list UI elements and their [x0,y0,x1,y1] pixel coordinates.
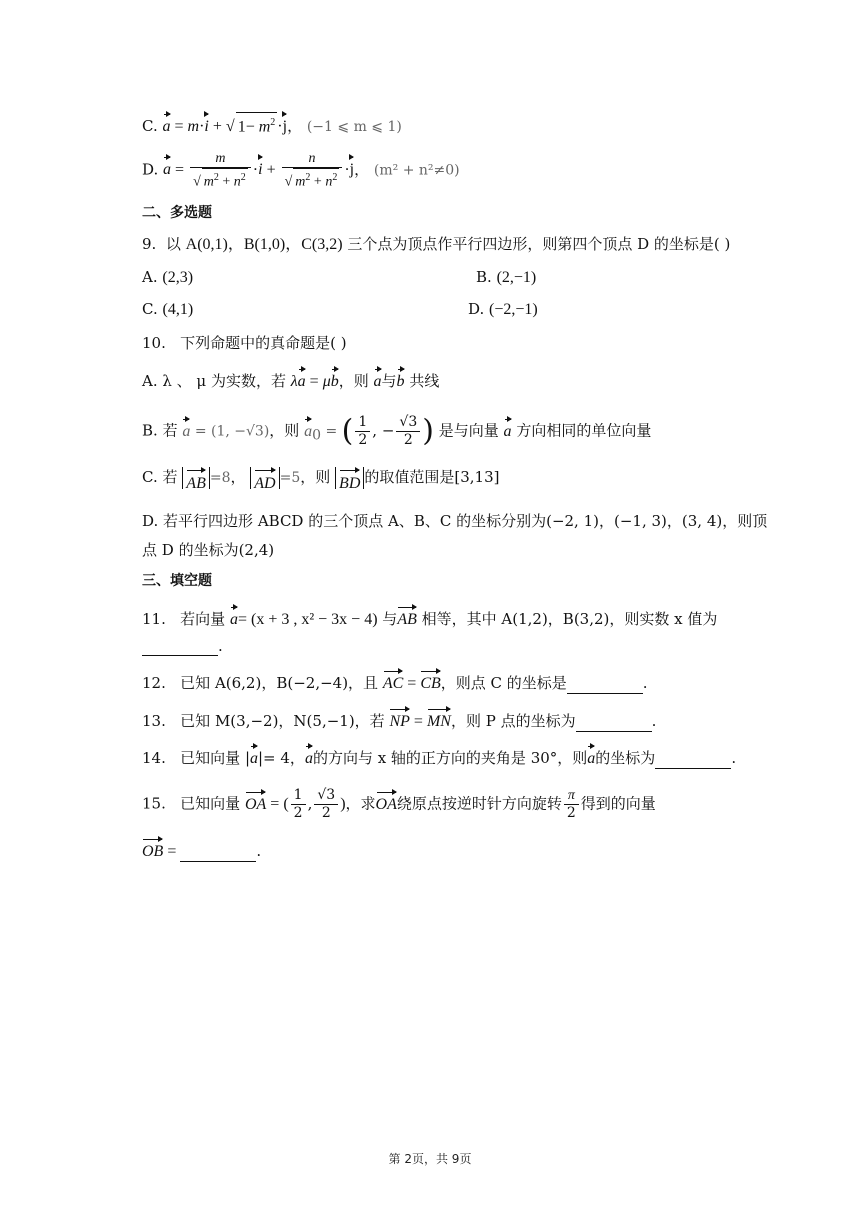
option-text: 方向相同的单位向量 [516,421,652,440]
question-text: ，则 P 点的坐标为 [450,712,576,730]
question-number: 11. [142,610,166,628]
option-label: D. [142,160,159,179]
question-9 [142,234,730,255]
question-text: 的方向与 x 轴的正方向的夹角是 30°，则 [312,749,588,767]
question-text: 的坐标为 [595,749,656,767]
section-heading: 三、填空题 [142,573,212,589]
question-number: 13. [142,712,166,730]
question-number: 15. [142,794,166,813]
option-text: 若 [162,421,178,440]
question-15-answer-line: OB = . [142,836,261,862]
question-12: 12. 已知 A(6,2)，B(−2,−4)，且 AC = CB，则点 C 的坐标是 . [142,668,648,694]
option-text: 是与向量 [438,421,499,440]
q9-option-b [476,267,536,288]
option-condition: (m² + n²≠0) [373,162,460,179]
option-label: C. [142,468,158,486]
option-text: 共线 [409,372,440,390]
question-text: 以 [165,235,181,253]
answer-blank[interactable] [180,845,256,862]
question-number: 10. [142,334,166,352]
option-value: =8 [209,470,231,486]
answer-blank[interactable] [576,715,652,732]
question-expression: = (x + 3 , x² − 3x − 4) [237,611,378,628]
question-text: 三个点为顶点作平行四边形，则第四个顶点 D 的坐标是( ) [347,235,731,253]
question-end: . [731,749,737,767]
q9-option-d [468,299,538,320]
option-label: C. [142,117,158,135]
option-text: 若 [162,468,178,486]
q10-option-d [142,511,767,531]
q10-option-b: B. 若 a = (1, −√3)，则 $a_0$ = ( $\frac{1}{2}$ , − $\frac{√3}{2}$ ) 是与向量 a 方向相同的单位向量 [142,413,652,449]
question-number: 14. [142,749,166,767]
option-label: A. [142,268,158,286]
question-end: . [651,712,657,730]
question-end: . [642,674,648,692]
option-value: (2,−1) [496,269,537,286]
q9-option-c [142,299,193,320]
question-text: 下列命题中的真命题是( ) [180,334,347,352]
question-points: A(0,1)，B(1,0)，C(3,2) [185,236,343,253]
option-value: (−2,−1) [489,301,538,318]
question-text: 已知向量 | [180,749,250,767]
question-text: 若向量 [180,610,226,628]
option-label: B. [142,421,158,440]
q10-option-c: C. 若 AB =8， AD =5，则 BD 的取值范围是[3,13] [142,467,499,489]
question-text: ，则点 C 的坐标是 [440,674,567,692]
question-14: 14. 已知向量 |a|= 4，a的方向与 x 轴的正方向的夹角是 30°，则a的坐标为 . [142,743,736,769]
section-heading: 二、多选题 [142,205,212,221]
option-text: λ 、 μ 为实数，若 [162,372,286,390]
question-text: 相等，其中 A(1,2)，B(3,2)，则实数 x 值为 [421,610,718,628]
question-end: . [256,842,262,860]
option-value: (4,1) [162,301,194,318]
answer-blank[interactable]: . [142,636,223,656]
question-15: 15. 已知向量 OA = ( $\frac{1}{2}$ , $\frac{√3}{2}$ )，求OA绕原点按逆时针方向旋转 $\frac{\pi}{2}$ 得到的向量 [142,787,656,821]
q8-option-c: C. a = m·i + √ $1- m^2 \cdot j$， (−1 ⩽ m ⩽ 1) [142,111,402,137]
option-value: =5 [279,470,301,486]
option-text: ，则 [300,468,331,486]
option-condition: (−1 ⩽ m ⩽ 1) [306,119,402,135]
page-footer: 第 2页，共 9页 [388,1152,472,1166]
q8-option-d: D. a = $\frac{m}{√ m^2 + n^2}$ ·i + $\frac{n}{√ m^2 + n^2}$ ·j， (m² + n²≠0) [142,151,460,190]
option-text: 的取值范围是[3,13] [364,468,500,486]
option-text: 若平行四边形 ABCD 的三个顶点 A、B、C 的坐标分别为(−2, 1)，(−1, 3)，(3, 4)，则顶 [163,512,768,530]
q10-option-a: A. λ 、 μ 为实数，若 λa = μb，则 a与b 共线 [142,366,439,392]
answer-blank[interactable] [567,677,643,694]
question-11: 11. 若向量 a= (x + 3 , x² − 3x − 4) 与AB 相等，其中 A(1,2)，B(3,2)，则实数 x 值为 [142,604,717,630]
answer-blank[interactable] [655,752,731,769]
q10-option-d-continued: 点 D 的坐标为(2,4) [142,541,275,559]
option-label: D. [142,512,159,530]
option-value: (2,3) [162,269,194,286]
question-text: 绕原点按逆时针方向旋转 [396,794,562,813]
question-13: 13. 已知 M(3,−2)，N(5,−1)，若 NP = MN，则 P 点的坐标为 . [142,706,656,732]
option-label: A. [142,372,158,390]
question-number: 12. [142,674,166,692]
question-number: 9. [142,235,157,253]
question-text: |= 4， [258,749,305,767]
option-text: ， [230,468,246,486]
option-text: ，则 [269,421,300,440]
option-label: B. [476,268,492,286]
option-label: D. [468,300,485,318]
question-text: 已知 M(3,−2)，N(5,−1)，若 [180,712,385,730]
q9-option-a [142,267,193,288]
question-10 [142,333,347,353]
question-text: 与 [382,610,398,628]
question-text: 已知 A(6,2)，B(−2,−4)，且 [180,674,379,692]
option-text: ，则 [338,372,369,390]
option-text: 与 [381,372,397,390]
question-text: ，求 [345,794,376,813]
option-label: C. [142,300,158,318]
question-text: 已知向量 [180,794,241,813]
question-text: 得到的向量 [580,794,656,813]
